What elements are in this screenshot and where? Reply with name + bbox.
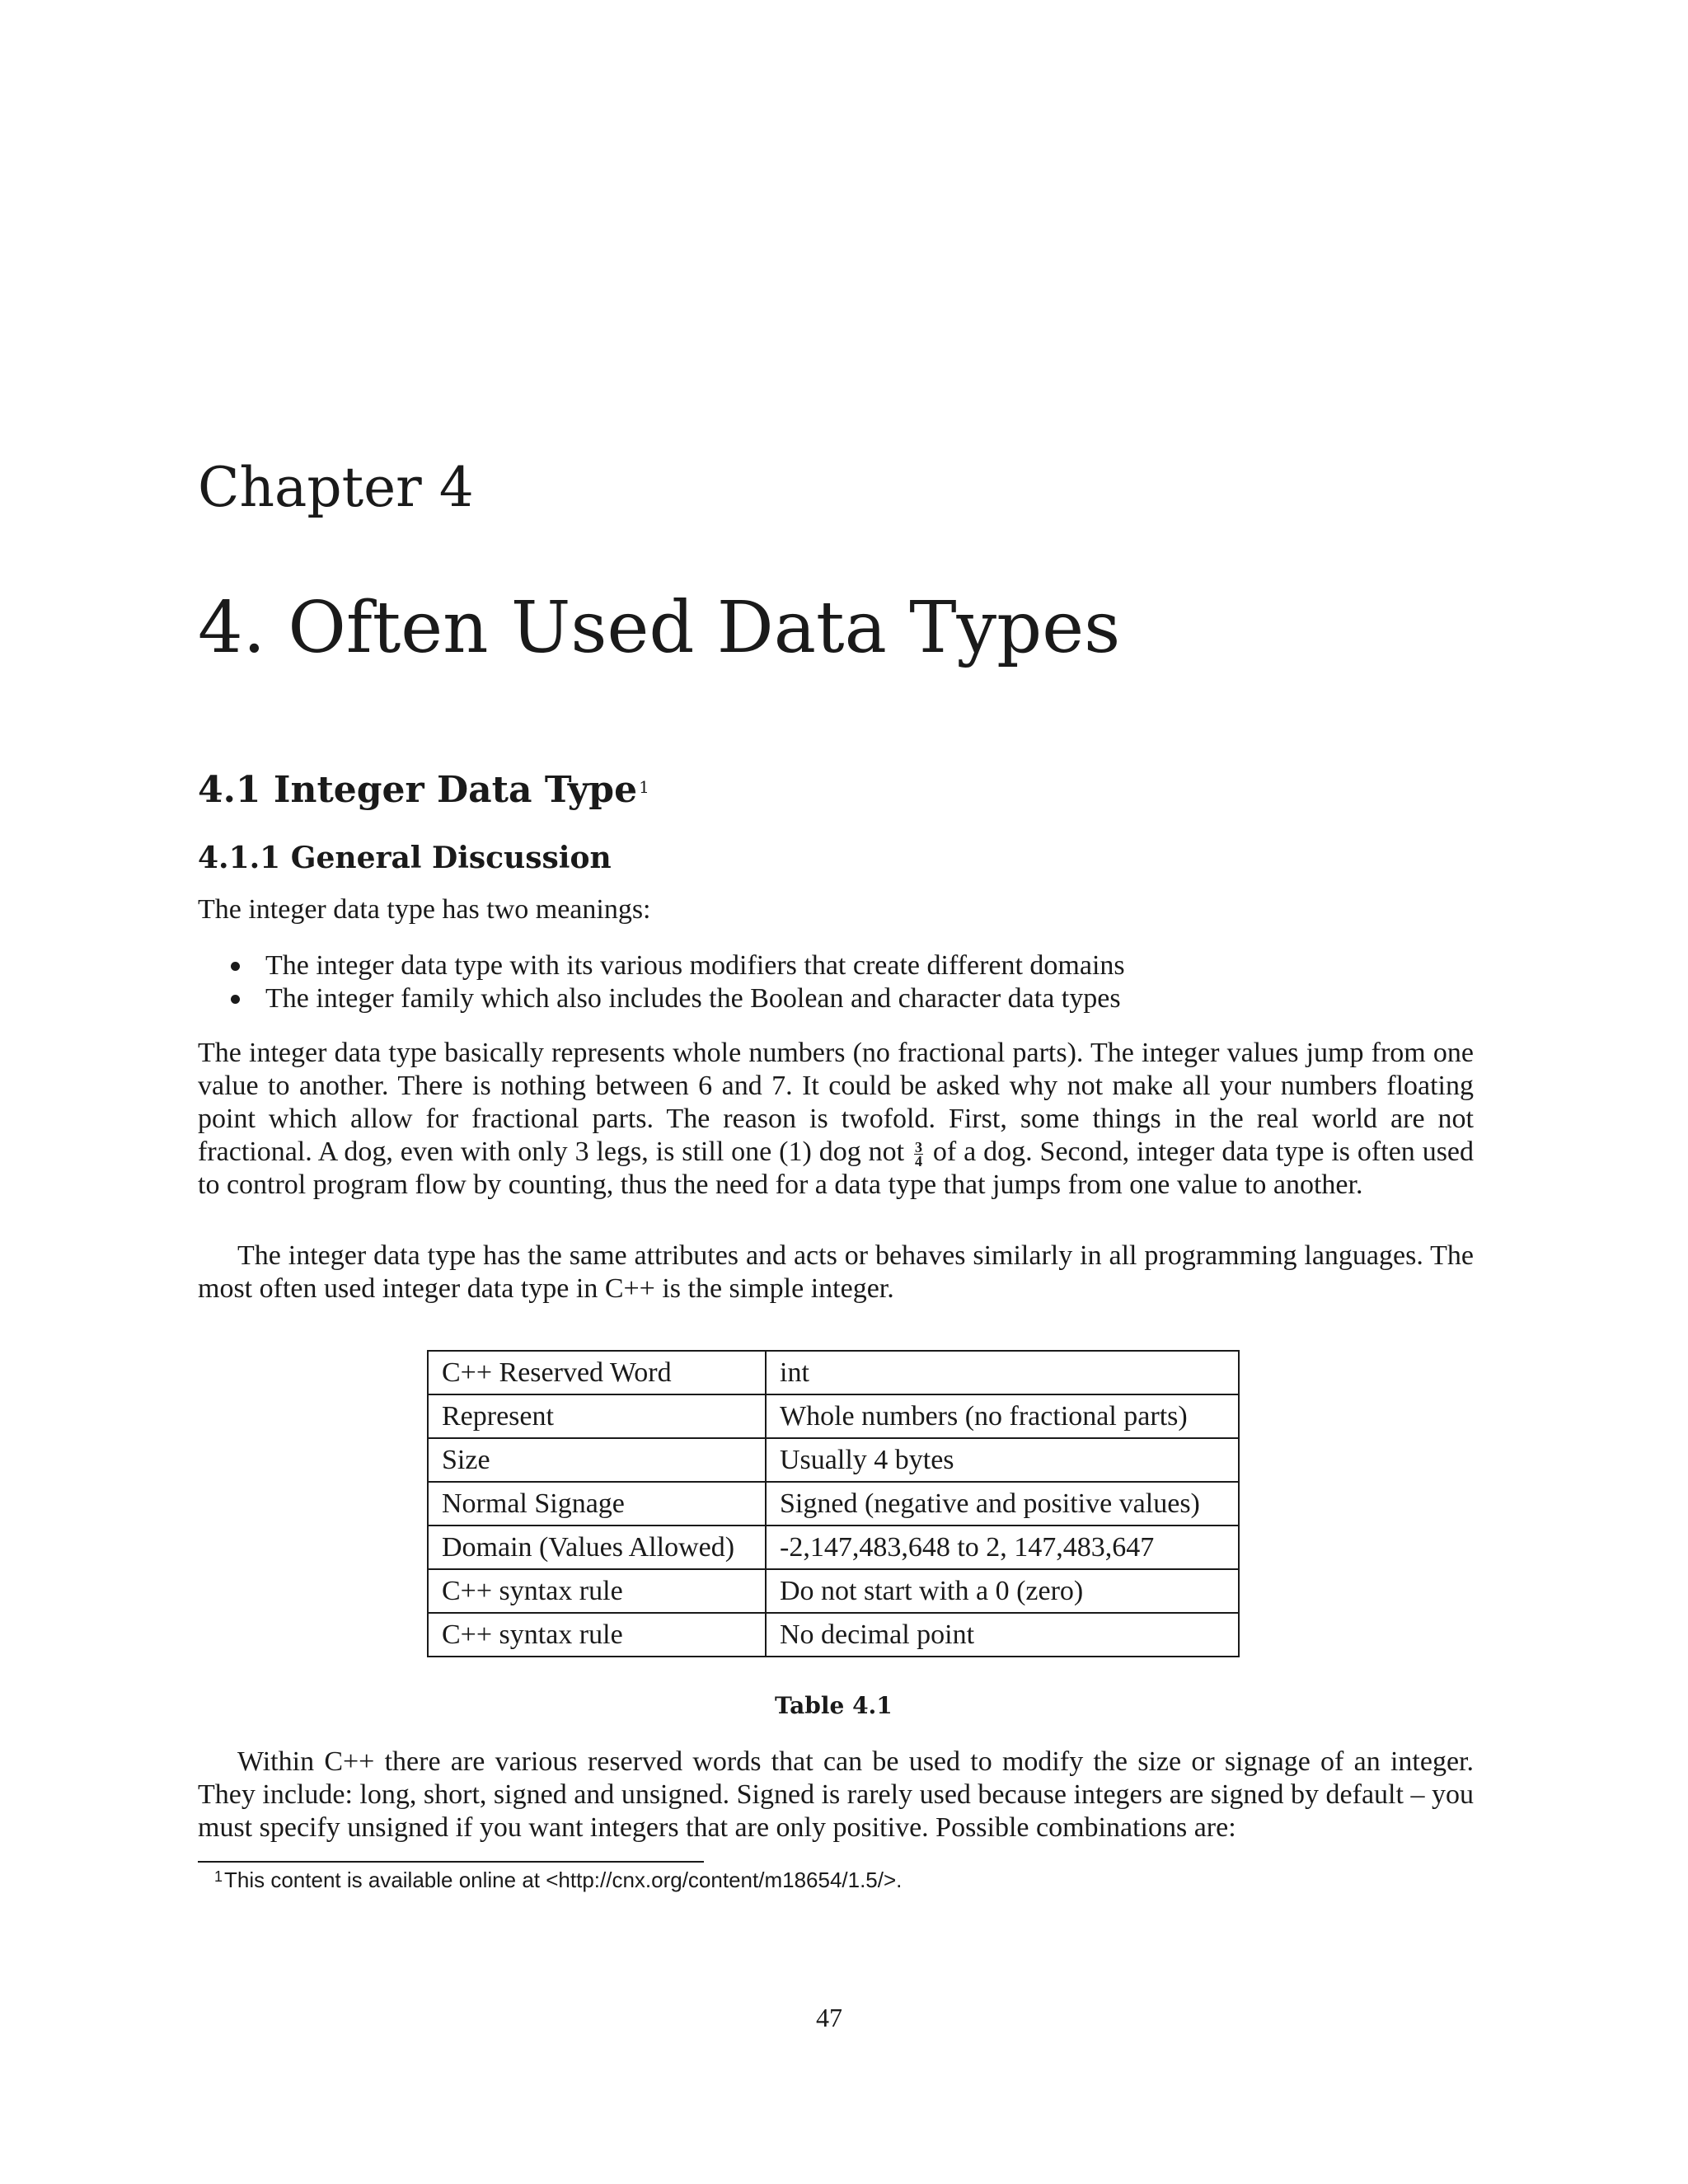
fraction-denominator: 4 bbox=[915, 1152, 922, 1169]
paragraph-attributes bbox=[198, 1240, 1474, 1305]
table-cell-value: Usually 4 bytes bbox=[766, 1438, 1239, 1482]
table-cell-value: int bbox=[766, 1351, 1239, 1394]
table-cell-label: Domain (Values Allowed) bbox=[428, 1526, 766, 1569]
footnote bbox=[214, 1866, 903, 1894]
page-number: 47 bbox=[816, 2003, 842, 2032]
paragraph-text: of a dog. Second, integer data type is often used to control program flow by counting, thus the need for a data type that jumps from one value to another. bbox=[198, 1137, 1475, 1200]
footnote-marker: 1 bbox=[214, 1868, 223, 1885]
table-cell-label: C++ Reserved Word bbox=[428, 1351, 766, 1394]
paragraph-text: The integer data type has the same attributes and acts or behaves similarly in all programming languages. The most often used integer data type in C++ is the simple integer. bbox=[198, 1240, 1474, 1304]
fraction-numerator: 3 bbox=[915, 1138, 922, 1155]
bullet-list bbox=[198, 949, 1484, 1015]
table-cell-value: No decimal point bbox=[766, 1613, 1239, 1657]
paragraph-modifiers bbox=[198, 1746, 1474, 1844]
intro-text: The integer data type has two meanings: bbox=[198, 894, 651, 925]
table-cell-value: Signed (negative and positive values) bbox=[766, 1482, 1239, 1526]
paragraph-integer-description bbox=[198, 1037, 1474, 1202]
table-cell-label: Represent bbox=[428, 1394, 766, 1438]
fraction-three-quarters bbox=[914, 1138, 923, 1169]
list-item-text: The integer data type with its various modifiers that create different domains bbox=[265, 950, 1125, 981]
table-row bbox=[428, 1526, 1239, 1569]
table-cell-label: C++ syntax rule bbox=[428, 1569, 766, 1613]
paragraph-text: Within C++ there are various reserved words that can be used to modify the size or signage of an integer. They include: long, short, signed and unsigned. Signed is rarely used because integers are signed by default – you must specify unsigned if you want integers that are only positive. Possible combinations are: bbox=[198, 1746, 1474, 1843]
table-cell-value: Do not start with a 0 (zero) bbox=[766, 1569, 1239, 1613]
table-row bbox=[428, 1394, 1239, 1438]
table-cell-label: Size bbox=[428, 1438, 766, 1482]
list-item bbox=[198, 982, 1484, 1015]
list-item-text: The integer family which also includes the Boolean and character data types bbox=[265, 983, 1121, 1014]
integer-properties-table bbox=[427, 1350, 1240, 1657]
footnote-divider bbox=[198, 1861, 704, 1863]
section-title-text: 4.1 Integer Data Type bbox=[198, 769, 638, 811]
table-row bbox=[428, 1438, 1239, 1482]
table-caption: Table 4.1 bbox=[775, 1692, 893, 1719]
section-title bbox=[198, 768, 649, 813]
list-item bbox=[198, 949, 1484, 982]
table-cell-label: Normal Signage bbox=[428, 1482, 766, 1526]
paragraph-text: The integer data type basically represents whole numbers (no fractional parts). The integer values jump from one value to another. There is nothing between 6 and 7. It could be asked why not make all your numbers floating point which allow for fractional parts. The reason is twofold. First, some things in the real world are not fractional. A dog, even with only 3 legs, is still one (1) dog not bbox=[198, 1038, 1474, 1167]
bullet-icon bbox=[231, 995, 240, 1004]
bullet-icon bbox=[231, 962, 240, 971]
table-cell-label: C++ syntax rule bbox=[428, 1613, 766, 1657]
table-cell-value: Whole numbers (no fractional parts) bbox=[766, 1394, 1239, 1438]
table-row bbox=[428, 1351, 1239, 1394]
section-footnote-ref[interactable]: 1 bbox=[639, 777, 649, 797]
table-row bbox=[428, 1569, 1239, 1613]
subsection-title: 4.1.1 General Discussion bbox=[198, 841, 612, 875]
table-cell-value: -2,147,483,648 to 2, 147,483,647 bbox=[766, 1526, 1239, 1569]
table-row bbox=[428, 1482, 1239, 1526]
chapter-label: Chapter 4 bbox=[198, 456, 474, 519]
footnote-text: This content is available online at <http://cnx.org/content/m18654/1.5/>. bbox=[224, 1868, 903, 1892]
chapter-title: 4. Often Used Data Types bbox=[198, 587, 1121, 669]
table-row bbox=[428, 1613, 1239, 1657]
